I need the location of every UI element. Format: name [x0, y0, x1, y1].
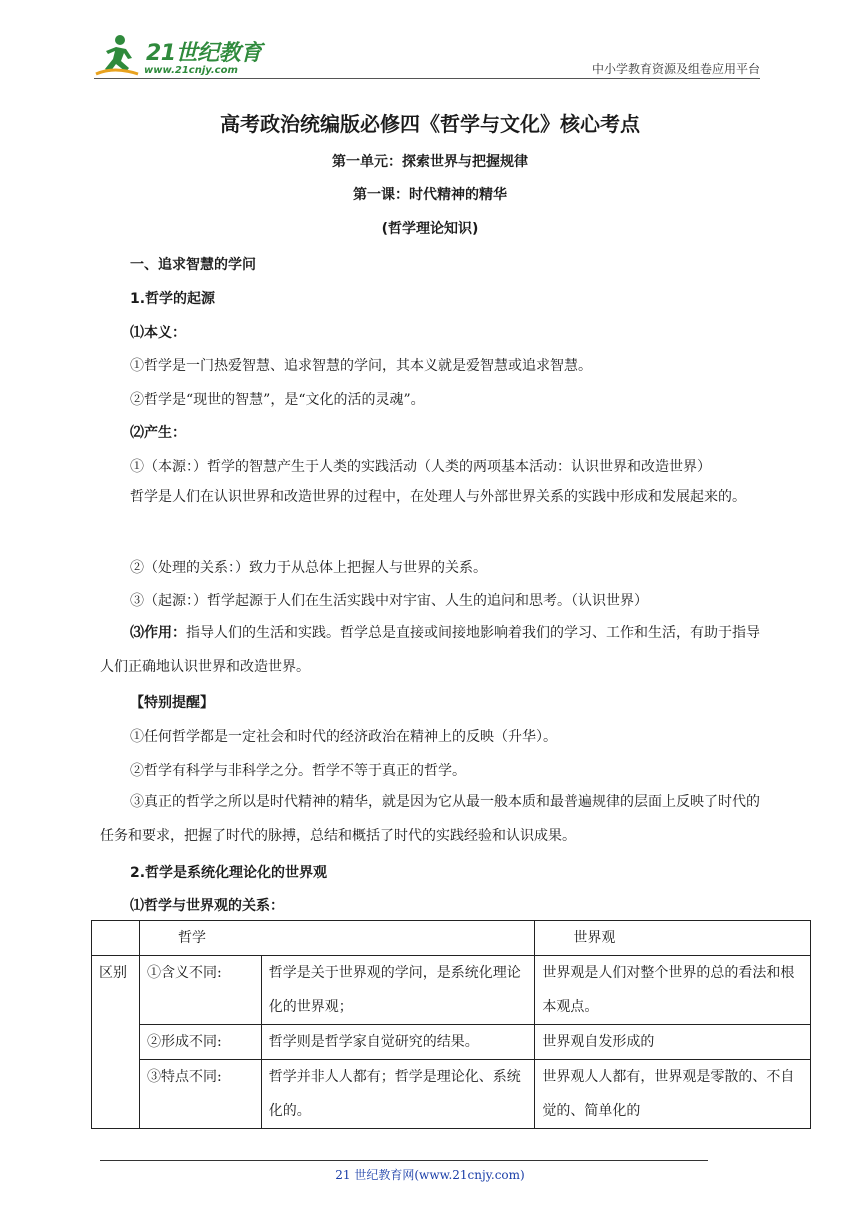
heading-origin: ⑵产生：: [130, 425, 186, 441]
logo-url: www.21cnjy.com: [144, 65, 238, 76]
paragraph: 哲学是人们在认识世界和改造世界的过程中，在处理人与外部世界关系的实践中形成和发展起来的。: [130, 489, 746, 505]
table-cell-worldview: 世界观人人都有，世界观是零散的、不自觉的、简单化的: [535, 1060, 811, 1129]
table-cell-aspect: ①含义不同:: [139, 956, 261, 1025]
comparison-table: [91, 920, 811, 1129]
table-row: [92, 1060, 811, 1129]
table-cell-philosophy: 哲学并非人人都有；哲学是理论化、系统化的。: [261, 1060, 535, 1129]
paragraph: ②哲学是“现世的智慧”，是“文化的活的灵魂”。: [130, 392, 425, 408]
logo-text: 21世纪教育: [146, 41, 262, 66]
table-cell-aspect: ②形成不同:: [139, 1025, 261, 1060]
runner-icon: [94, 32, 144, 78]
header-divider: [94, 78, 760, 79]
footer-link[interactable]: 21 世纪教育网(www.21cnjy.com): [335, 1168, 525, 1182]
section-type: (哲学理论知识): [381, 221, 479, 237]
heading-1-1: 1.哲学的起源: [130, 291, 216, 307]
table-header-philosophy: 哲学: [139, 921, 534, 956]
page-header: [94, 30, 760, 82]
heading-meaning: ⑴本义：: [130, 325, 186, 341]
paragraph-effect: [100, 616, 760, 684]
table-cell-worldview: 世界观自发形成的: [535, 1025, 811, 1060]
table-cell: [92, 921, 140, 956]
header-platform-text: 中小学教育资源及组卷应用平台: [591, 62, 760, 76]
paragraph: ①任何哲学都是一定社会和时代的经济政治在精神上的反映（升华）。: [130, 729, 557, 745]
tip-heading: 【特别提醒】: [130, 695, 214, 711]
heading-1: 一、追求智慧的学问: [130, 257, 256, 273]
table-header-worldview: 世界观: [535, 921, 811, 956]
paragraph: ②（处理的关系：）致力于从总体上把握人与世界的关系。: [130, 560, 487, 576]
table-header-row: [92, 921, 811, 956]
footer-divider: [100, 1160, 708, 1161]
lesson-title: 第一课：时代精神的精华: [353, 187, 507, 203]
heading-effect: ⑶作用：: [130, 625, 186, 641]
table-row: [92, 956, 811, 1025]
paragraph: ①（本源：）哲学的智慧产生于人类的实践活动（人类的两项基本活动：认识世界和改造世界）: [130, 459, 711, 475]
paragraph-text: 指导人们的生活和实践。哲学总是直接或间接地影响着我们的学习、工作和生活，有助于指导人们正确地认识世界和改造世界。: [100, 625, 760, 675]
table-cell-aspect: ③特点不同:: [139, 1060, 261, 1129]
paragraph: ③真正的哲学之所以是时代精神的精华，就是因为它从最一般本质和最普遍规律的层面上反映了时代的任务和要求，把握了时代的脉搏，总结和概括了时代的实践经验和认识成果。: [100, 794, 760, 844]
table-cell-philosophy: 哲学是关于世界观的学问，是系统化理论化的世界观；: [261, 956, 535, 1025]
table-cell-worldview: 世界观是人们对整个世界的总的看法和根本观点。: [535, 956, 811, 1025]
paragraph: ③（起源：）哲学起源于人们在生活实践中对宇宙、人生的追问和思考。（认识世界）: [130, 593, 648, 609]
paragraph: ②哲学有科学与非科学之分。哲学不等于真正的哲学。: [130, 763, 466, 779]
page-title: 高考政治统编版必修四《哲学与文化》核心考点: [220, 112, 640, 136]
heading-2-1: ⑴哲学与世界观的关系：: [130, 898, 284, 914]
site-logo[interactable]: [94, 32, 264, 80]
heading-2: 2.哲学是系统化理论化的世界观: [130, 865, 328, 881]
paragraph: ①哲学是一门热爱智慧、追求智慧的学问，其本义就是爱智慧或追求智慧。: [130, 358, 592, 374]
unit-title: 第一单元：探索世界与把握规律: [332, 154, 528, 170]
table-diff-label: 区别: [92, 956, 140, 1129]
table-cell-philosophy: 哲学则是哲学家自觉研究的结果。: [261, 1025, 535, 1060]
table-row: [92, 1025, 811, 1060]
